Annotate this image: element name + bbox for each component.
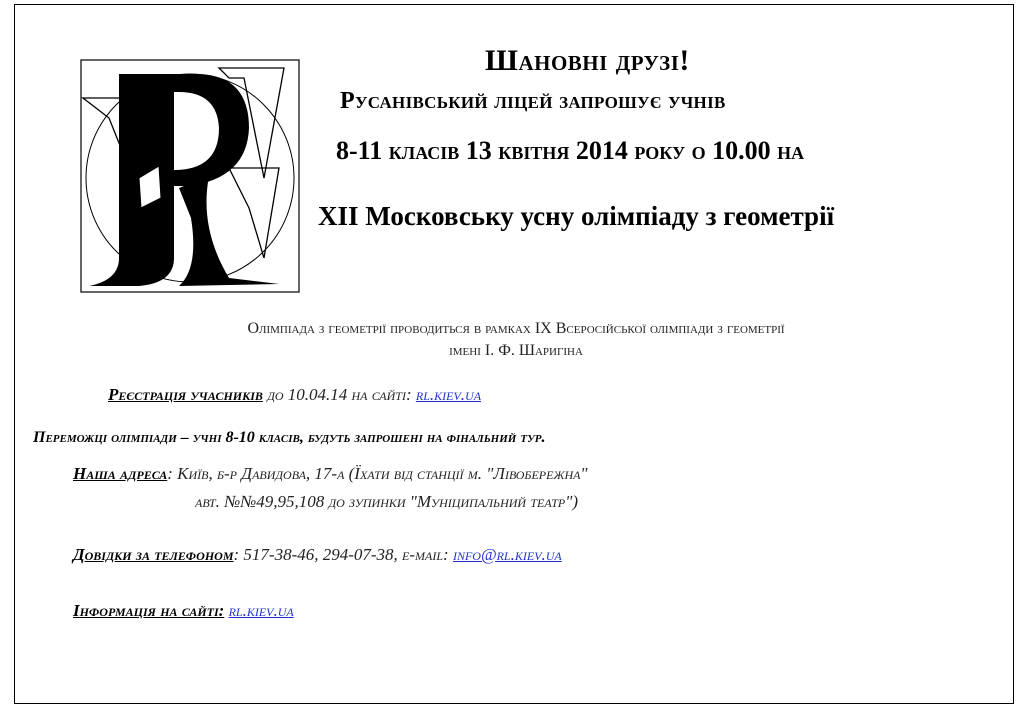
phone-label: Довідки за телефоном [73, 545, 234, 564]
rl-lyceum-logo [79, 58, 301, 294]
address-label: Наша адреса [73, 464, 168, 483]
website-label: Інформація на сайті: [73, 601, 225, 620]
address-line2: авт. №№49,95,108 до зупинки "Муніципальний театр") [195, 492, 579, 511]
registration-label: Реєстрація учасників [108, 385, 263, 404]
winners-line: Переможці олімпіади – учні 8-10 класів, будуть запрошені на фінальний тур. [33, 429, 546, 446]
greeting-heading: Шановні друзі! [485, 44, 690, 77]
phone-text: : 517-38-46, 294-07-38, e-mail: [233, 545, 453, 564]
email-link[interactable]: info@rl.kiev.ua [452, 545, 562, 564]
registration-text: до 10.04.14 на сайті: [262, 385, 416, 404]
date-heading: 8-11 класів 13 квітня 2014 року о 10.00 на [336, 136, 805, 165]
registration-link[interactable]: rl.kiev.ua [415, 385, 482, 404]
website-link[interactable]: rl.kiev.ua [228, 601, 294, 620]
subtitle-line2: імені І. Ф. Шаригіна [449, 342, 583, 359]
address-line1 [73, 464, 588, 484]
registration-line [108, 385, 481, 405]
website-line [73, 601, 294, 621]
phone-line [73, 545, 562, 565]
address-text: : Київ, б-р Давидова, 17-а (Їхати від станції м. "Лівобережна" [167, 464, 588, 483]
subtitle [86, 318, 946, 362]
invitation-heading: Русанівський ліцей запрошує учнів [340, 88, 726, 114]
olympiad-title: XII Московську усну олімпіаду з геометрії [318, 201, 835, 231]
subtitle-line1: Олімпіада з геометрії проводиться в рамках IX Всеросійської олімпіади з геометрії [247, 320, 785, 337]
